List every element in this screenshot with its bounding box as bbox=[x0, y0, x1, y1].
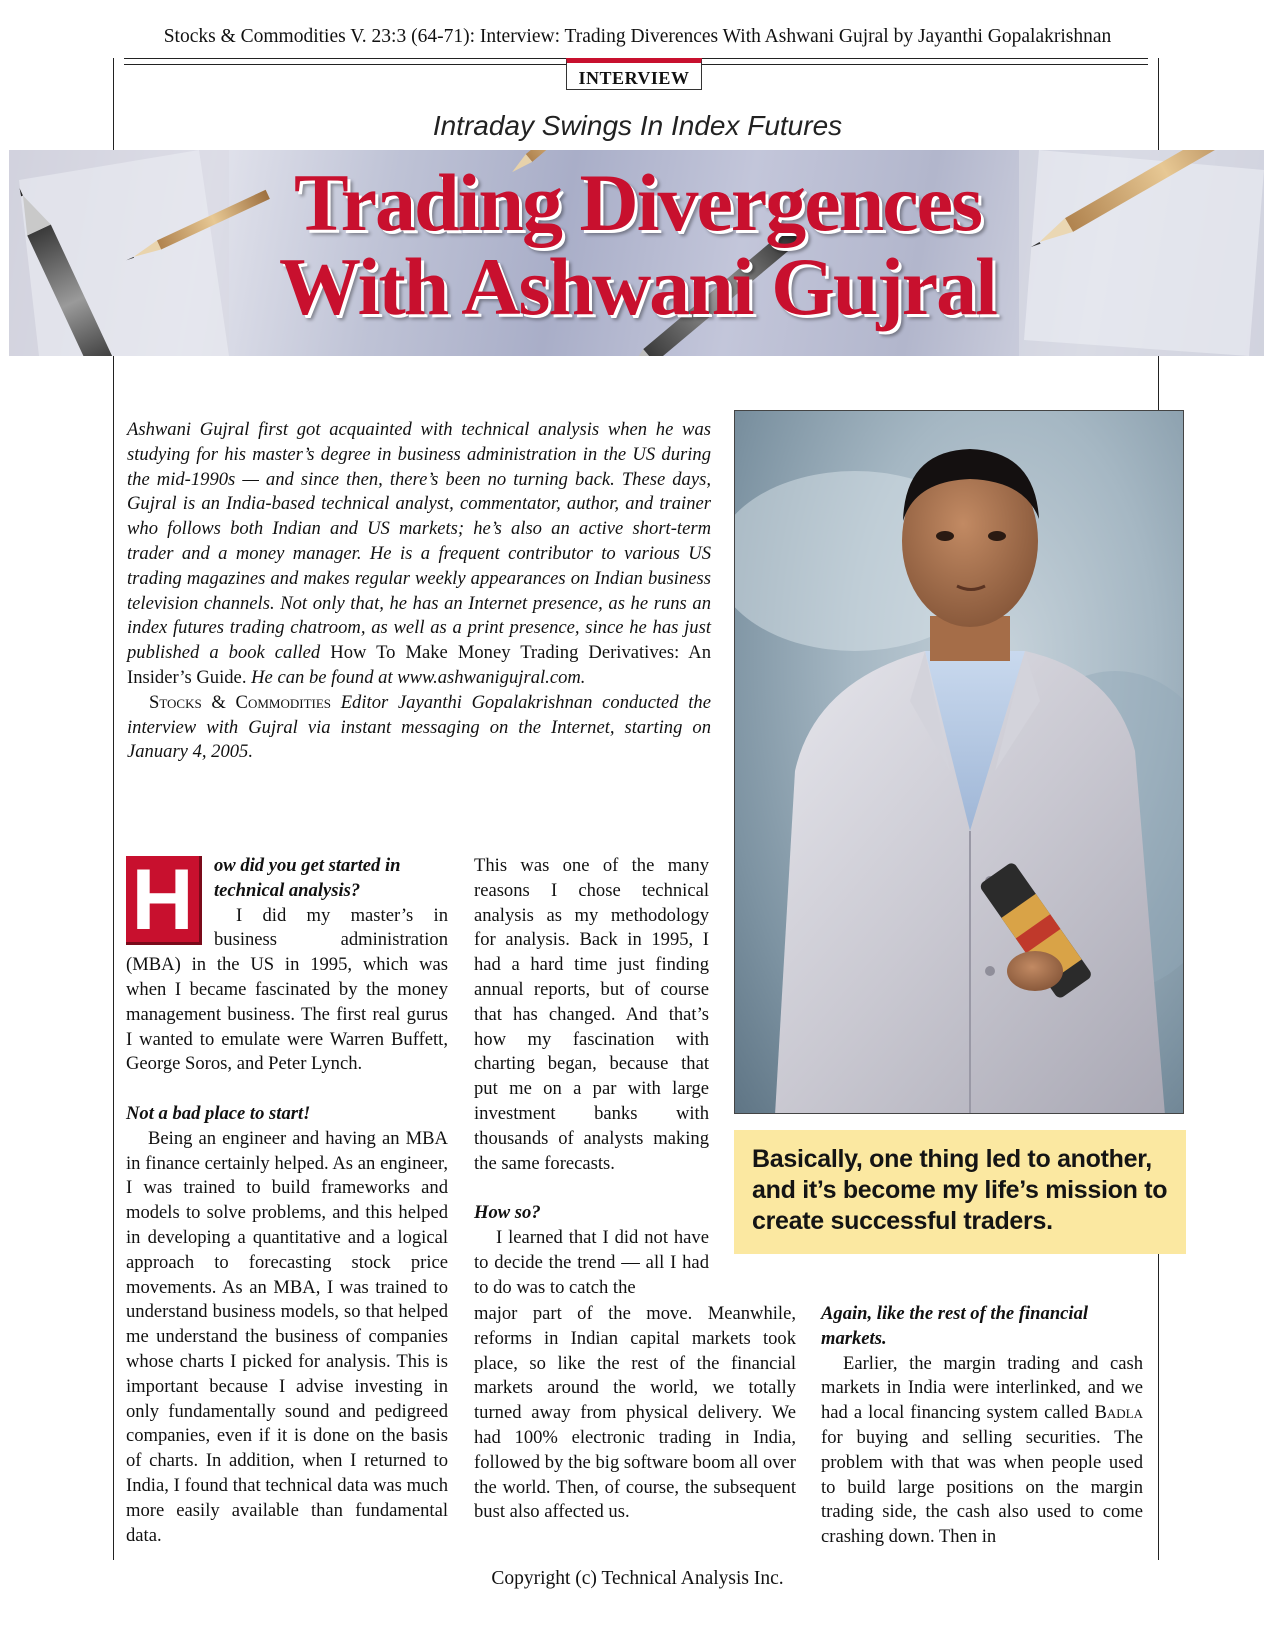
mba-abbr: MBA bbox=[405, 1127, 448, 1149]
column-2-paragraph-1: This was one of the many reasons I chose technical analysis as my methodology for analysis. Back in 1995, I had a hard time just finding annual reports, but of course that has changed. And that’s how my fascination with charting began, because that put me on a par with large investment banks with thousands of analysts making the same forecasts. bbox=[474, 855, 709, 1174]
question-3: Again, like the rest of the financial markets. bbox=[821, 1303, 1089, 1349]
column-2 bbox=[474, 854, 709, 1300]
intro-website: He can be found at www.ashwanigujral.com. bbox=[246, 666, 586, 688]
answer-3 bbox=[821, 1352, 1143, 1550]
frame-right-lower bbox=[1158, 1254, 1159, 1560]
question-2: Not a bad place to start! bbox=[126, 1102, 311, 1124]
question-how-so: How so? bbox=[474, 1202, 541, 1224]
intro-paragraph-1 bbox=[127, 418, 711, 691]
answer-2-text: Being an engineer and having an bbox=[148, 1127, 406, 1149]
portrait-illustration bbox=[735, 411, 1184, 1114]
paragraph-gap bbox=[474, 1176, 709, 1201]
column-3 bbox=[821, 1302, 1143, 1550]
intro-text: Ashwani Gujral first got acquainted with technical analysis when he was studying for his master’s degree in business administration in the US during the mid-1990s — and since then, there’s been no turning back. These days, Gujral is an India-based technical analyst, commentator, author, and trainer who follows both Indian and US markets; he’s also an active short-term trader and a money manager. He is a frequent contributor to various US trading magazines and makes regular weekly appearances on Indian business television channels. Not only that, he has an Internet presence, as he runs an index futures trading chatroom, as well as a print presence, since he has just published a book called bbox=[127, 419, 711, 664]
paragraph-gap bbox=[126, 1077, 448, 1102]
magazine-name: Stocks & Commodities bbox=[149, 691, 332, 713]
article-subtitle: Intraday Swings In Index Futures bbox=[432, 110, 843, 141]
mba-abbr: MBA bbox=[132, 954, 175, 976]
frame-left-lower bbox=[113, 356, 114, 1560]
page-footer-copyright: Copyright (c) Technical Analysis Inc. bbox=[491, 1568, 784, 1589]
answer-2 bbox=[126, 1127, 448, 1549]
author-photo bbox=[734, 410, 1184, 1114]
section-tag: INTERVIEW bbox=[566, 58, 702, 90]
drop-cap: H bbox=[126, 856, 202, 945]
mba-abbr: MBA bbox=[273, 1276, 316, 1298]
answer-2-text-cont: in finance certainly helped. As an engineer, I was trained to build frameworks and models to solve problems, and this helped in developing a quantitative and a logical approach to forecasting stock price movements. As an bbox=[126, 1152, 448, 1298]
answer-3-text: Earlier, the margin trading and cash markets in India were interlinked, and we had a local financing system called bbox=[821, 1352, 1143, 1424]
pull-quote: Basically, one thing led to another, and it’s become my life’s mission to create successful traders. bbox=[734, 1130, 1186, 1254]
answer-1-text: I did my master’s in business administration ( bbox=[126, 904, 448, 976]
article-title-line-1: Trading Divergences bbox=[294, 157, 981, 248]
intro-paragraph-2 bbox=[127, 691, 711, 765]
badla-term: Badla bbox=[1094, 1402, 1143, 1424]
column-2-wide bbox=[474, 1302, 796, 1525]
article-title-line-2: With Ashwani Gujral bbox=[279, 241, 996, 332]
page-header-citation: Stocks & Commodities V. 23:3 (64-71): Interview: Trading Diverences With Ashwani Gujral by Jayanthi Gopalakrishnan bbox=[163, 26, 1112, 47]
intro-paragraphs bbox=[127, 418, 711, 765]
column-2-wide-paragraph: major part of the move. Meanwhile, reforms in Indian capital markets took place, so like the rest of the financial markets around the world, we totally turned away from physical delivery. We had 100% electronic trading in India, followed by the big software boom all over the world. Then, of course, the subsequent bust also affected us. bbox=[474, 1303, 796, 1523]
question-1: ow did you get started in technical analysis? bbox=[214, 855, 401, 901]
frame-right-mid bbox=[1158, 356, 1159, 410]
column-1 bbox=[126, 854, 448, 1548]
intro-editor-note: Editor Jayanthi Gopalakrishnan conducted the interview with Gujral via instant messaging on the Internet, starting on January 4, 2005. bbox=[127, 691, 711, 763]
answer-3-text-cont: for buying and selling securities. The problem with that was when people used to build large positions on the margin trading side, the cash also used to come crashing down. Then in bbox=[821, 1426, 1143, 1548]
book-title: How To Make Money Trading Derivatives: An Insider’s Guide. bbox=[127, 642, 712, 688]
answer-2-text-end: , I was trained to understand business models, so that helped me understand the business of companies whose charts I picked for analysis. This is important because I advise investing in only fundamentally sound and pedigreed companies, even if it is done on the basis of charts. In addition, when I returned to India, I found that technical data was much more easily available than fundamental data. bbox=[126, 1276, 448, 1546]
column-2-paragraph-2: I learned that I did not have to decide the trend — all I had to do was to catch the bbox=[474, 1226, 709, 1298]
answer-1-text-cont: ) in the US in 1995, which was when I became fascinated by the money management business. The first real gurus I wanted to emulate were Warren Buffett, George Soros, and Peter Lynch. bbox=[126, 954, 448, 1075]
